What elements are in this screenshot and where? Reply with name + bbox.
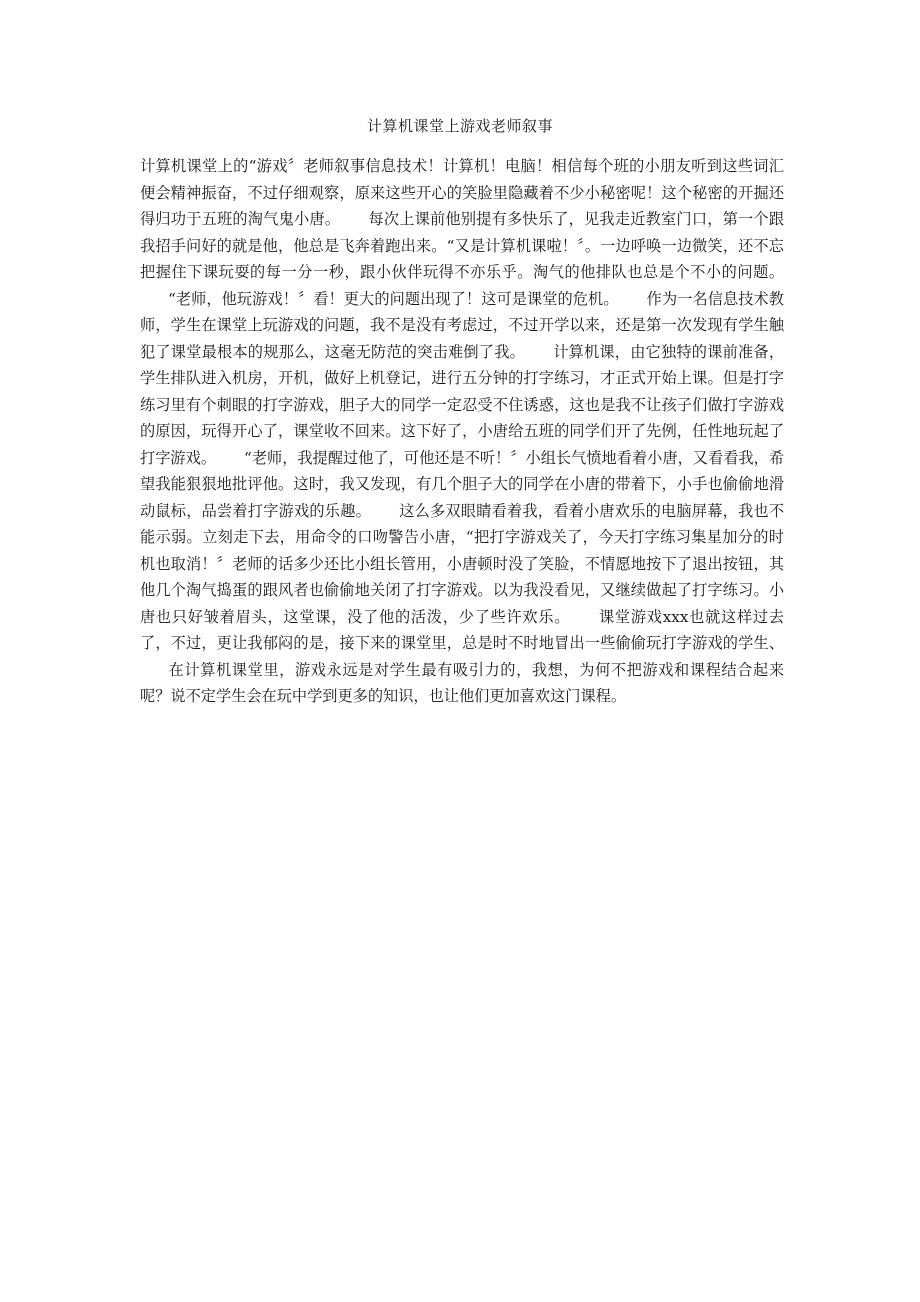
document-title: 计算机课堂上游戏老师叙事 [366, 117, 553, 135]
paragraph: “老师，他玩游戏！〞看！更大的问题出现了！这可是课堂的危机。 [168, 289, 619, 308]
document-body [140, 153, 784, 710]
paragraph: 在计算机课堂里，游戏永远是对学生最有吸引力的，我想，为何不把游戏和课程结合起来呢？说不定学生会在玩中学到更多的知识，也让他们更加喜欢这门课程。 [140, 660, 784, 705]
paragraph: 作为一名信息技术教师，学生在课堂上玩游戏的问题，我不是没有考虑过，不过开学以来，还是第一次发现有学生触犯了课堂最根本的规那么，这毫无防范的突击难倒了我。 [140, 289, 784, 361]
paragraph: 每次上课前他别提有多快乐了，见我走近教室门口，第一个跟我招手问好的就是他，他总是飞奔着跑出来。“又是计算机课啦！〞。一边呼唤一边微笑，还不忘把握住下课玩耍的每一分一秒，跟小伙伴玩得不亦乐乎。淘气的他排队也总是个不小的问题。 [140, 210, 785, 281]
paragraph: 课堂游戏xxx也就这样过去了，不过，更让我郁闷的是，接下来的课堂里，总是时不时地冒出一些偷偷玩打字游戏的学生、 [140, 607, 784, 652]
paragraph: 计算机课，由它独特的课前准备，学生排队进入机房，开机，做好上机登记，进行五分钟的打字练习，才正式开始上课。但是打字练习里有个刺眼的打字游戏，胆子大的同学一定忍受不住诱惑，这也是我不让孩子们做打字游戏的原因，玩得开心了，课堂收不回来。这下好了，小唐给五班的同学们开了先例，任性地玩起了打字游戏。 [140, 342, 785, 467]
paragraph: 这么多双眼睛看着我，看着小唐欢乐的电脑屏幕，我也不能示弱。立刻走下去，用命令的口吻警告小唐，“把打字游戏关了，今天打字练习集星加分的时机也取消！〞老师的话多少还比小组长管用，小唐顿时没了笑脸，不情愿地按下了退出按钮，其他几个淘气捣蛋的跟风者也偷偷地关闭了打字游戏。以为我没看见，又继续做起了打字练习。小唐也只好皱着眉头，这堂课，没了他的活泼，少了些许欢乐。 [140, 501, 785, 626]
paragraph: 计算机课堂上的“游戏〞老师叙事信息技术！计算机！电脑！相信每个班的小朋友听到这些词汇便会精神振奋，不过仔细观察，原来这些开心的笑脸里隐藏着不少小秘密呢！这个秘密的开掘还得归功于五班的淘气鬼小唐。 [140, 157, 784, 228]
paragraph: “老师，我提醒过他了，可他还是不听！〞小组长气愤地看着小唐，又看看我，希望我能狠狠地批评他。这时，我又发现，有几个胆子大的同学在小唐的带着下，小手也偷偷地滑动鼠标，品尝着打字游戏的乐趣。 [140, 448, 785, 520]
